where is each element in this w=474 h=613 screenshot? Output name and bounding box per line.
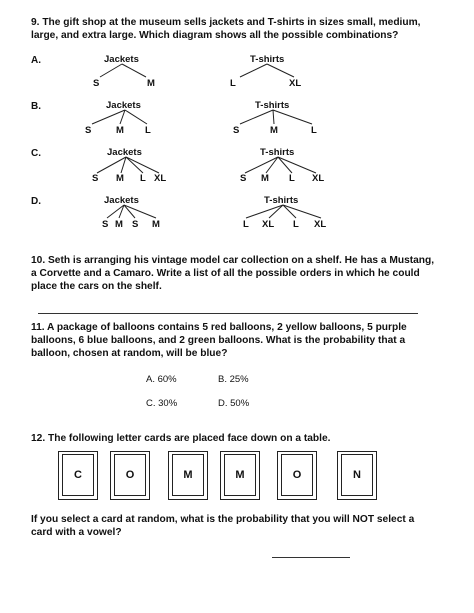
- q9-d-tshirts-label: T-shirts: [264, 195, 299, 206]
- letter-card[interactable]: O: [114, 454, 146, 496]
- q11-choice-d[interactable]: D. 50%: [218, 398, 250, 409]
- q9-option-d-letter[interactable]: D.: [31, 196, 41, 207]
- q9-c-tshirt-size: L: [289, 173, 295, 184]
- q9-b-jacket-size: M: [116, 125, 124, 136]
- q9-c-jacket-size: S: [92, 173, 99, 184]
- q9-c-jackets-label: Jackets: [107, 147, 142, 158]
- q11-text: 11. A package of balloons contains 5 red balloons, 2 yellow balloons, 5 purple balloons, 6 blue balloons, and 2 green balloons. What is the probability that a balloon, chosen at random, will be blue?: [31, 322, 407, 359]
- q9-b-jacket-size: L: [145, 125, 151, 136]
- q9-d-jacket-size: S: [102, 219, 109, 230]
- q9-text: 9. The gift shop at the museum sells jackets and T-shirts in sizes small, medium, large, and extra large. Which diagram shows all the possible combinations?: [31, 17, 421, 41]
- q9-b-jackets-label: Jackets: [106, 100, 141, 111]
- letter-card[interactable]: O: [281, 454, 313, 496]
- q9-c-tshirt-size: XL: [312, 173, 325, 184]
- q9-option-b-letter[interactable]: B.: [31, 101, 41, 112]
- q10-text: 10. Seth is arranging his vintage model car collection on a shelf. He has a Mustang, a Corvette and a Camaro. Write a list of all the possible orders in which he could place the cars on the shelf.: [31, 255, 435, 292]
- q9-c-tshirt-size: M: [261, 173, 269, 184]
- q9-b-tshirt-size: S: [233, 125, 240, 136]
- q9-d-jacket-size: M: [152, 219, 160, 230]
- letter-card[interactable]: M: [172, 454, 204, 496]
- q9-option-c-letter[interactable]: C.: [31, 148, 41, 159]
- letter-card[interactable]: C: [62, 454, 94, 496]
- q9-d-tshirt-size: XL: [314, 219, 327, 230]
- q9-a-jacket-size: S: [93, 78, 100, 89]
- q9-b-tshirt-size: L: [311, 125, 317, 136]
- q12-answer-line[interactable]: [272, 557, 350, 558]
- q11-choice-b[interactable]: B. 25%: [218, 374, 249, 385]
- q9-b-jacket-size: S: [85, 125, 92, 136]
- q9-a-tshirt-size: XL: [289, 78, 302, 89]
- q9-c-tshirt-size: S: [240, 173, 247, 184]
- q9-a-tshirts-label: T-shirts: [250, 54, 285, 65]
- q9-c-jacket-size: XL: [154, 173, 167, 184]
- q9-a-tshirt-size: L: [230, 78, 236, 89]
- q9-c-jacket-size: L: [140, 173, 146, 184]
- q9-d-tshirt-size: XL: [262, 219, 275, 230]
- letter-card[interactable]: M: [224, 454, 256, 496]
- q9-a-jacket-size: M: [147, 78, 155, 89]
- q9-b-tshirt-size: M: [270, 125, 278, 136]
- q9-d-jacket-size: S: [132, 219, 139, 230]
- q9-a-jackets-label: Jackets: [104, 54, 139, 65]
- q9-c-tshirts-label: T-shirts: [260, 147, 295, 158]
- q9-d-jackets-label: Jackets: [104, 195, 139, 206]
- q11-choice-c[interactable]: C. 30%: [146, 398, 178, 409]
- q9-d-tshirt-size: L: [243, 219, 249, 230]
- q11-choice-a[interactable]: A. 60%: [146, 374, 177, 385]
- q9-option-a-letter[interactable]: A.: [31, 55, 41, 66]
- q10-answer-line[interactable]: [38, 313, 418, 314]
- q12-question: If you select a card at random, what is the probability that you will NOT select a card with a vowel?: [31, 514, 415, 538]
- q12-text: 12. The following letter cards are placed face down on a table.: [31, 433, 331, 444]
- letter-card[interactable]: N: [341, 454, 373, 496]
- q9-b-tshirts-label: T-shirts: [255, 100, 290, 111]
- q9-c-jacket-size: M: [116, 173, 124, 184]
- q9-d-tshirt-size: L: [293, 219, 299, 230]
- q9-d-jacket-size: M: [115, 219, 123, 230]
